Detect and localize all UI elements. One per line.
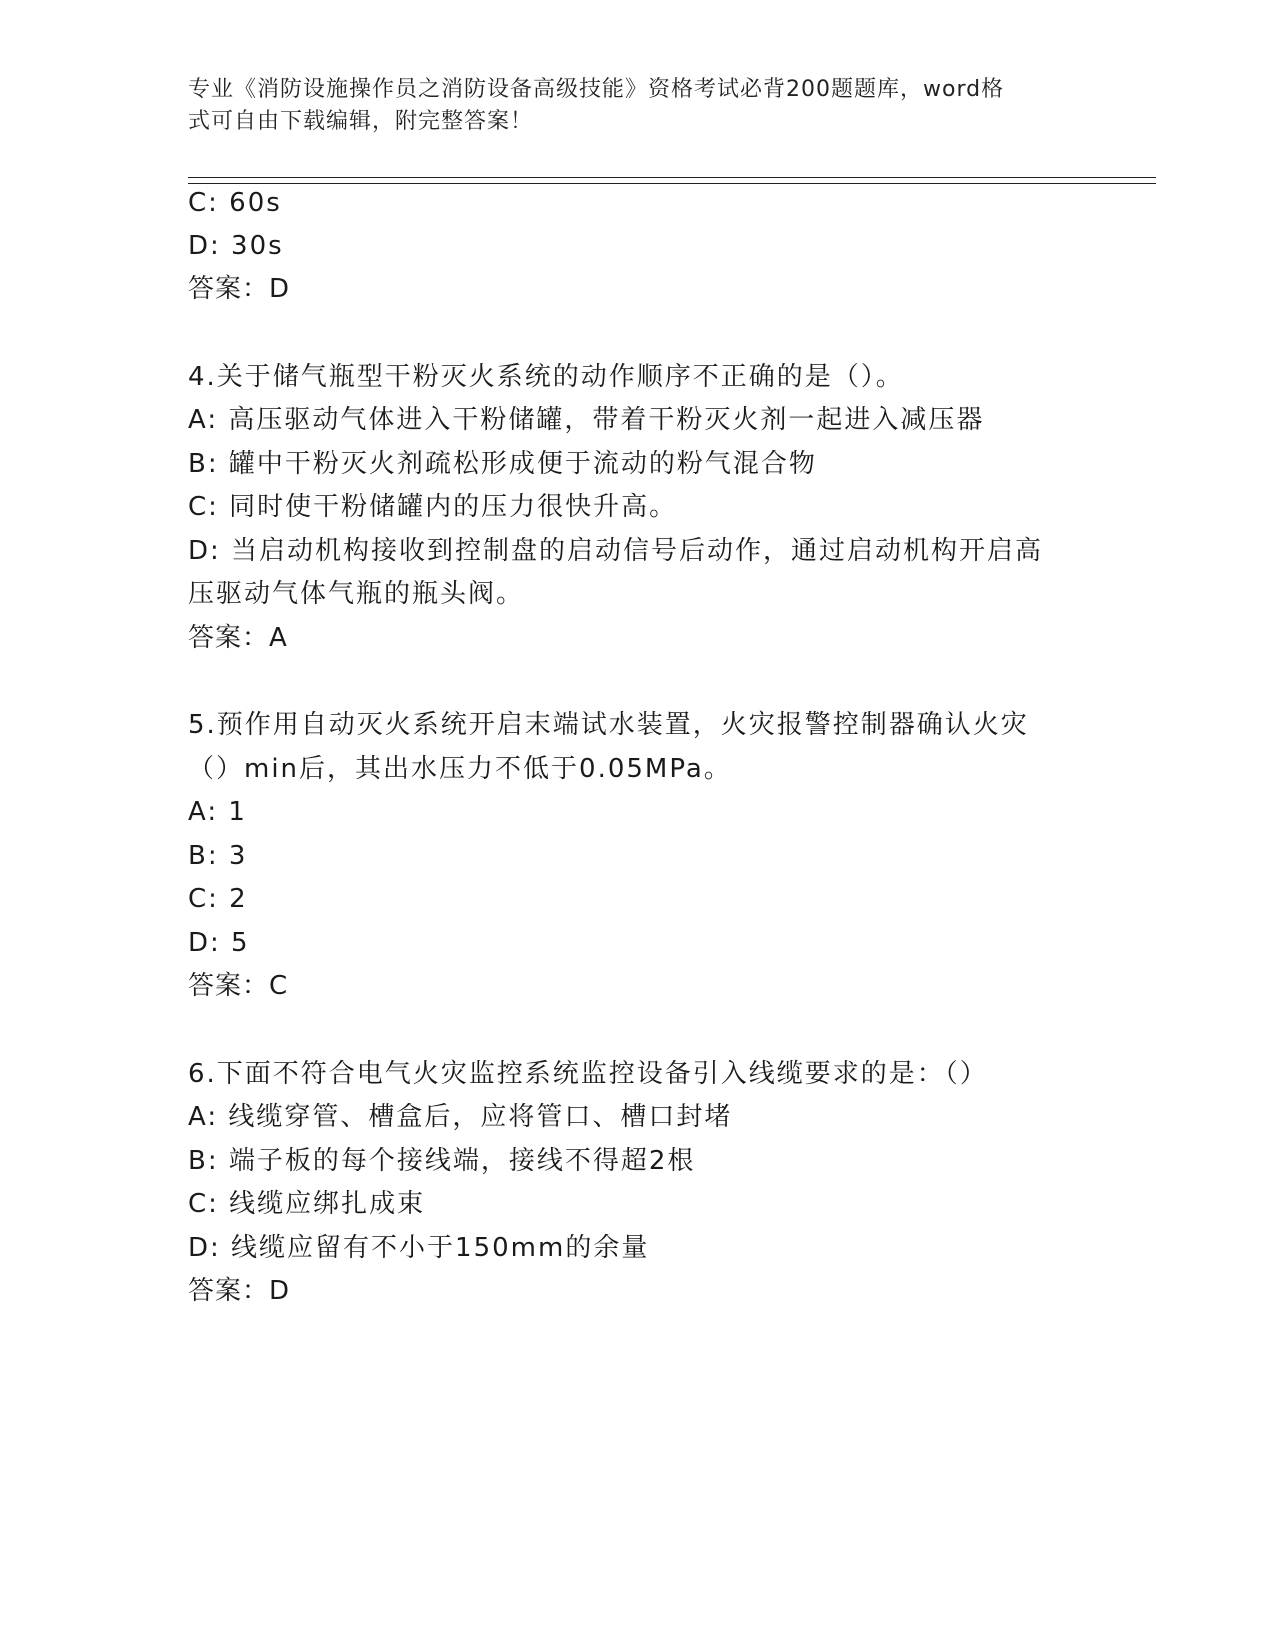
document-header	[188, 74, 1068, 138]
q4-option-b: B: 罐中干粉灭火剂疏松形成便于流动的粉气混合物	[188, 449, 817, 479]
header-line-1: 专业《消防设施操作员之消防设备高级技能》资格考试必背200题题库，word格	[188, 77, 1005, 102]
q3-option-c: C: 60s	[188, 188, 282, 218]
q6-option-c: C: 线缆应绑扎成束	[188, 1189, 426, 1219]
q3-option-d: D: 30s	[188, 231, 284, 261]
q5-option-d: D: 5	[188, 928, 250, 958]
q4-option-c: C: 同时使干粉储罐内的压力很快升高。	[188, 492, 678, 522]
q4-option-d-continued: 压驱动气体气瓶的瓶头阀。	[188, 579, 525, 609]
q6-option-b: B: 端子板的每个接线端，接线不得超2根	[188, 1146, 696, 1176]
q4-option-a: A: 高压驱动气体进入干粉储罐，带着干粉灭火剂一起进入减压器	[188, 405, 985, 435]
q6-option-a: A: 线缆穿管、槽盒后，应将管口、槽口封堵	[188, 1102, 733, 1132]
q5-option-b: B: 3	[188, 841, 248, 871]
q5-option-a: A: 1	[188, 797, 247, 827]
q5-answer: 答案：C	[188, 971, 289, 1001]
q5-question-line-2: （）min后，其出水压力不低于0.05MPa。	[188, 754, 732, 784]
q5-option-c: C: 2	[188, 884, 248, 914]
q6-answer: 答案：D	[188, 1276, 291, 1306]
header-line-2: 式可自由下载编辑，附完整答案！	[188, 109, 534, 134]
q6-question: 6.下面不符合电气火灾监控系统监控设备引入线缆要求的是：（）	[188, 1059, 988, 1089]
q4-question: 4.关于储气瓶型干粉灭火系统的动作顺序不正确的是（）。	[188, 362, 904, 392]
q5-question-line-1: 5.预作用自动灭火系统开启末端试水装置，火灾报警控制器确认火灾	[188, 710, 1029, 740]
header-divider-bottom	[188, 183, 1156, 184]
q3-answer: 答案：D	[188, 274, 291, 304]
q4-option-d: D: 当启动机构接收到控制盘的启动信号后动作，通过启动机构开启高	[188, 536, 1044, 566]
q4-answer: 答案：A	[188, 623, 288, 653]
q6-option-d: D: 线缆应留有不小于150mm的余量	[188, 1233, 650, 1263]
header-divider-top	[188, 177, 1156, 178]
